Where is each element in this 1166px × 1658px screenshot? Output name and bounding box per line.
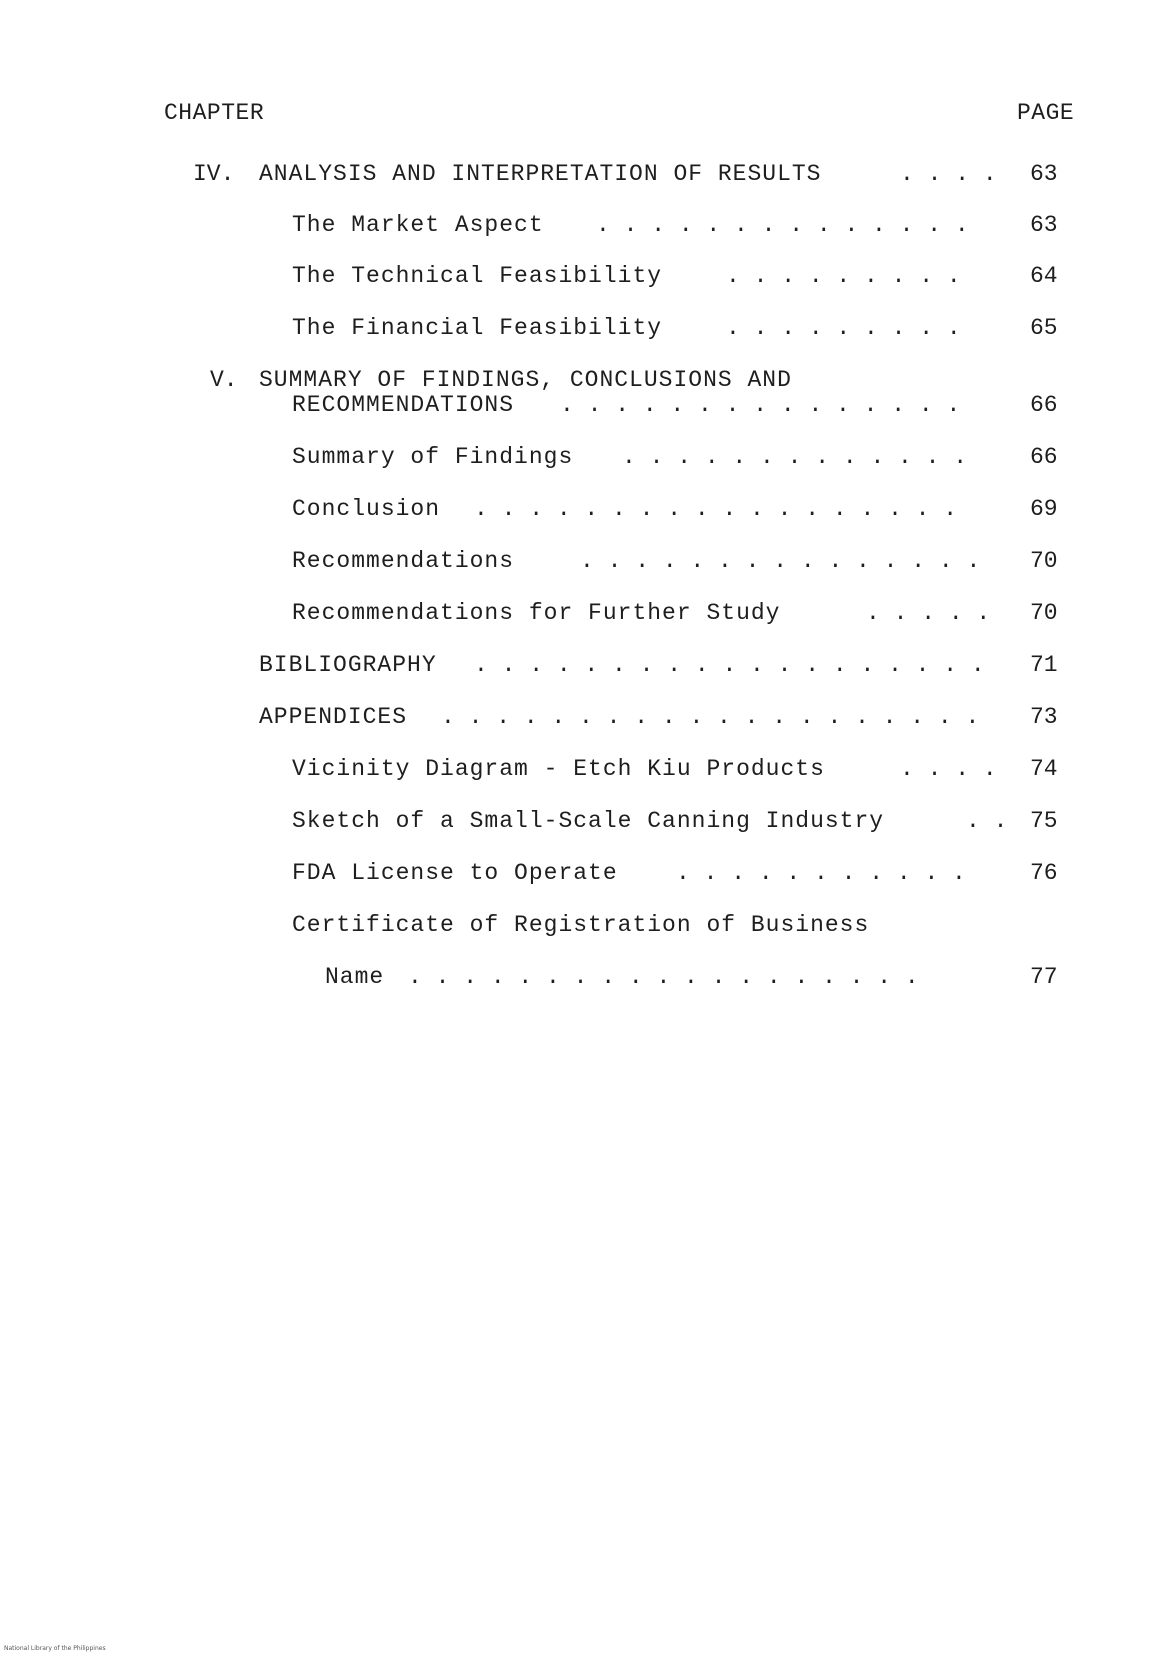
- toc-entry-title: Recommendations for Further Study: [292, 600, 781, 626]
- toc-entry-title: Summary of Findings: [292, 444, 574, 470]
- toc-entry-title-continued: Name: [325, 964, 385, 990]
- toc-page-number: 70: [1030, 548, 1058, 574]
- toc-page-number: 70: [1030, 600, 1058, 626]
- toc-entry-title: The Financial Feasibility: [292, 315, 663, 341]
- toc-leader-dots: . . . .: [900, 161, 997, 187]
- toc-page-number: 65: [1030, 315, 1058, 341]
- toc-entry-title: Sketch of a Small-Scale Canning Industry: [292, 808, 885, 834]
- toc-entry-title: The Technical Feasibility: [292, 263, 663, 289]
- page-column-header: PAGE: [1017, 100, 1075, 126]
- toc-leader-dots: . . . . . . . . . . . . .: [622, 444, 968, 470]
- toc-entry-title-continued: RECOMMENDATIONS: [292, 392, 515, 418]
- toc-page-number: 77: [1030, 964, 1058, 990]
- toc-page-number: 66: [1030, 444, 1058, 470]
- toc-page-number: 66: [1030, 392, 1058, 418]
- toc-page-number: 75: [1030, 808, 1058, 834]
- toc-page-number: 74: [1030, 756, 1058, 782]
- toc-leader-dots: . . . . . . . . . . . . . . .: [560, 392, 961, 418]
- toc-leader-dots: . .: [966, 808, 1008, 834]
- toc-leader-dots: . . . . . . . . . . . . . . . . . . .: [474, 652, 985, 678]
- toc-leader-dots: . . . . . . . . . . . . . . . . . . .: [408, 964, 919, 990]
- toc-entry-title: APPENDICES: [259, 704, 408, 730]
- toc-leader-dots: . . . . . . . . . . . . . .: [596, 212, 969, 238]
- scan-footer-watermark: National Library of the Philippines: [4, 1645, 106, 1652]
- toc-leader-dots: . . . .: [900, 756, 997, 782]
- toc-entry-title: FDA License to Operate: [292, 860, 618, 886]
- toc-page-number: 69: [1030, 496, 1058, 522]
- toc-entry-title: The Market Aspect: [292, 212, 544, 238]
- toc-page-number: 63: [1030, 212, 1058, 238]
- toc-page-number: 64: [1030, 263, 1058, 289]
- toc-entry-title: Vicinity Diagram - Etch Kiu Products: [292, 756, 825, 782]
- toc-leader-dots: . . . . . . . . . . .: [676, 860, 966, 886]
- toc-entry-title: Conclusion: [292, 496, 441, 522]
- toc-leader-dots: . . . . .: [866, 600, 991, 626]
- toc-leader-dots: . . . . . . . . .: [726, 315, 961, 341]
- toc-leader-dots: . . . . . . . . . . . . . . . . . .: [474, 496, 958, 522]
- toc-page-number: 71: [1030, 652, 1058, 678]
- toc-entry-title: SUMMARY OF FINDINGS, CONCLUSIONS AND: [259, 367, 792, 393]
- chapter-number: V.: [210, 367, 238, 393]
- toc-page-number: 76: [1030, 860, 1058, 886]
- toc-page-number: 73: [1030, 704, 1058, 730]
- chapter-number: IV.: [193, 161, 235, 187]
- toc-entry-title: Certificate of Registration of Business: [292, 912, 870, 938]
- toc-leader-dots: . . . . . . . . . . . . . . .: [580, 548, 981, 574]
- toc-entry-title: BIBLIOGRAPHY: [259, 652, 437, 678]
- toc-leader-dots: . . . . . . . . .: [726, 263, 961, 289]
- chapter-column-header: CHAPTER: [164, 100, 265, 126]
- toc-entry-title: Recommendations: [292, 548, 515, 574]
- toc-leader-dots: . . . . . . . . . . . . . . . . . . . .: [441, 704, 980, 730]
- toc-entry-title: ANALYSIS AND INTERPRETATION OF RESULTS: [259, 161, 822, 187]
- toc-page-number: 63: [1030, 161, 1058, 187]
